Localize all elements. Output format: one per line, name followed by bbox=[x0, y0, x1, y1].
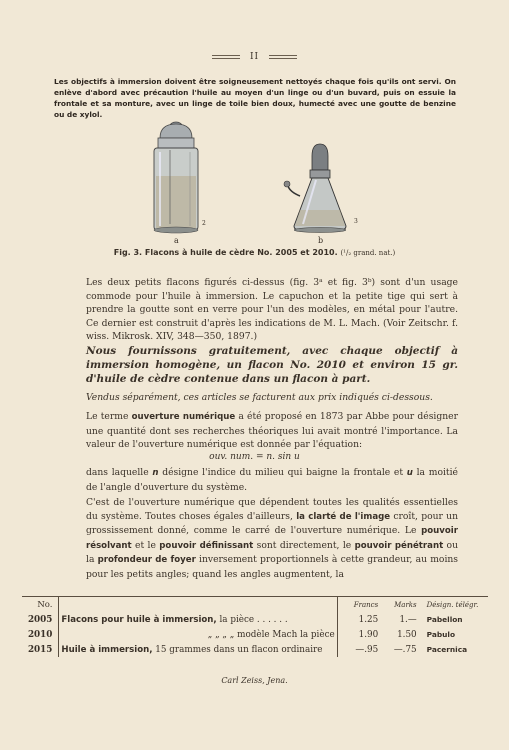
term-resolving-power: pouvoir résolvant bbox=[86, 526, 458, 551]
figure-a-label: a bbox=[174, 236, 179, 245]
figure-caption-main: Fig. 3. Flacons à huile de cèdre No. 2005 et 2010. bbox=[113, 248, 338, 257]
text-span: inversement proportionnels à cette grandeur, au moins pour les petits angles; quand les angles augmentent, la bbox=[86, 554, 459, 580]
term-penetrating-power: pouvoir pénétrant bbox=[354, 540, 444, 551]
flask-b-drawing bbox=[284, 144, 346, 233]
text-span: croît, pour un grossissement donné, comme le carré de l'ouverture numérique. Le bbox=[86, 510, 458, 536]
equation: ouv. num. = n. sin u bbox=[209, 452, 300, 462]
text-span: Le terme bbox=[86, 411, 132, 422]
row-telegraph: Pacernica bbox=[426, 645, 468, 654]
row-number: 2015 bbox=[22, 642, 59, 657]
price-table bbox=[22, 596, 488, 657]
row-number: 2010 bbox=[22, 627, 59, 642]
table-row bbox=[22, 642, 488, 657]
text-span: a été proposé en 1873 par Abbe pour désigner une quantité dont ses recherches théoriques lui avait montré l'importance. La valeur de l'ouverture numérique est donnée par l'équation: bbox=[86, 411, 458, 450]
figure-oil-flasks bbox=[140, 116, 380, 246]
term-defining-power: pouvoir définissant bbox=[159, 540, 254, 551]
term-numerical-aperture: ouverture numérique bbox=[131, 412, 236, 422]
paragraph-numerical-aperture bbox=[86, 410, 458, 452]
row-description bbox=[59, 642, 337, 657]
header-no: No. bbox=[22, 597, 59, 612]
row-desc-rest: 15 grammes dans un flacon ordinaire bbox=[152, 644, 323, 655]
row-telegraph: Pabellon bbox=[426, 615, 463, 624]
flask-illustration bbox=[140, 116, 380, 246]
figure-a-number: 2 bbox=[202, 220, 206, 227]
table-row bbox=[22, 627, 488, 642]
text-span: ou la bbox=[86, 539, 459, 565]
header-description bbox=[59, 597, 337, 612]
paragraph-image-qualities bbox=[86, 496, 458, 581]
page-header bbox=[0, 52, 509, 62]
sold-separately-notice: Vendus séparément, ces articles se facturent aux prix indiqués ci-dessous. bbox=[86, 392, 433, 403]
header-ornament-left bbox=[212, 55, 240, 59]
text-span: la moitié de l'angle d'ouverture du système. bbox=[86, 467, 458, 493]
text-span: C'est de l'ouverture numérique que dépendent toutes les qualités essentielles du système. Toutes choses égales d'ailleurs, bbox=[86, 497, 458, 522]
text-span: dans laquelle bbox=[86, 467, 153, 478]
variable-n: n bbox=[152, 468, 159, 478]
row-description bbox=[59, 627, 337, 642]
price-table-header bbox=[22, 597, 488, 612]
figure-b-number: 3 bbox=[354, 218, 358, 225]
row-marks: —.75 bbox=[393, 644, 417, 655]
paragraph-flasks-description: Les deux petits flacons figurés ci-dessus (fig. 3ᵃ et fig. 3ᵇ) sont d'un usage commode pour l'huile à immersion. Le capuchon et la petite tige qui sert à prendre la goutte sont en verre pour l'un des modèles, en métal pour l'autre. Ce dernier est construit d'après les indications de M. L. Mach. (Voir Zeitschr. f. wiss. Mikrosk. XIV, 348—350, 1897.) bbox=[86, 277, 458, 342]
header-marks: Marks bbox=[394, 601, 417, 609]
variable-u: u bbox=[406, 468, 413, 478]
term-depth-of-focus: profondeur de foyer bbox=[97, 555, 196, 565]
publisher-footer: Carl Zeiss, Jena. bbox=[221, 676, 288, 685]
row-francs: 1.25 bbox=[337, 612, 380, 627]
row-telegraph: Pabulo bbox=[426, 630, 456, 639]
figure-b-label: b bbox=[318, 236, 324, 245]
figure-caption-scale: (¹/₂ grand. nat.) bbox=[340, 249, 396, 257]
flask-a-drawing bbox=[154, 122, 198, 233]
row-desc-bold: Huile à immersion, bbox=[61, 644, 153, 655]
free-supply-notice: Nous fournissons gratuitement, avec chaque objectif à immersion homogène, un flacon No. 2010 et environ 15 gr. d'huile de cèdre contenue dans un flacon à part. bbox=[86, 345, 458, 385]
row-description bbox=[59, 612, 337, 627]
page-number: II bbox=[249, 52, 260, 62]
paragraph-equation-terms bbox=[86, 466, 458, 494]
table-row bbox=[22, 612, 488, 627]
header-telegraph: Désign. télégr. bbox=[426, 601, 479, 609]
text-span: et le bbox=[131, 539, 160, 551]
text-span: sont directement, le bbox=[253, 539, 355, 551]
row-desc-rest: „ „ „ „ modèle Mach la pièce bbox=[207, 629, 335, 640]
row-francs: —.95 bbox=[337, 642, 380, 657]
intro-paragraph: Les objectifs à immersion doivent être soigneusement nettoyés chaque fois qu'ils ont servi. On enlève d'abord avec précaution l'huile au moyen d'un linge ou d'un buvard, puis on essuie la frontale et sa monture, avec un linge de toile bien doux, humecté avec une goutte de benzine ou de xylol. bbox=[54, 77, 456, 119]
term-image-clarity: la clarté de l'image bbox=[296, 511, 391, 522]
row-marks: 1.50 bbox=[397, 629, 417, 640]
header-ornament-right bbox=[269, 55, 297, 59]
row-marks: 1.— bbox=[399, 614, 417, 625]
row-number: 2005 bbox=[22, 612, 59, 627]
row-desc-bold: Flacons pour huile à immersion, bbox=[61, 614, 217, 625]
row-desc-rest: la pièce . . . . . . bbox=[216, 614, 288, 625]
figure-caption bbox=[0, 248, 509, 257]
header-francs: Francs bbox=[337, 597, 380, 612]
text-span: désigne l'indice du milieu qui baigne la frontale et bbox=[158, 467, 407, 478]
row-francs: 1.90 bbox=[337, 627, 380, 642]
